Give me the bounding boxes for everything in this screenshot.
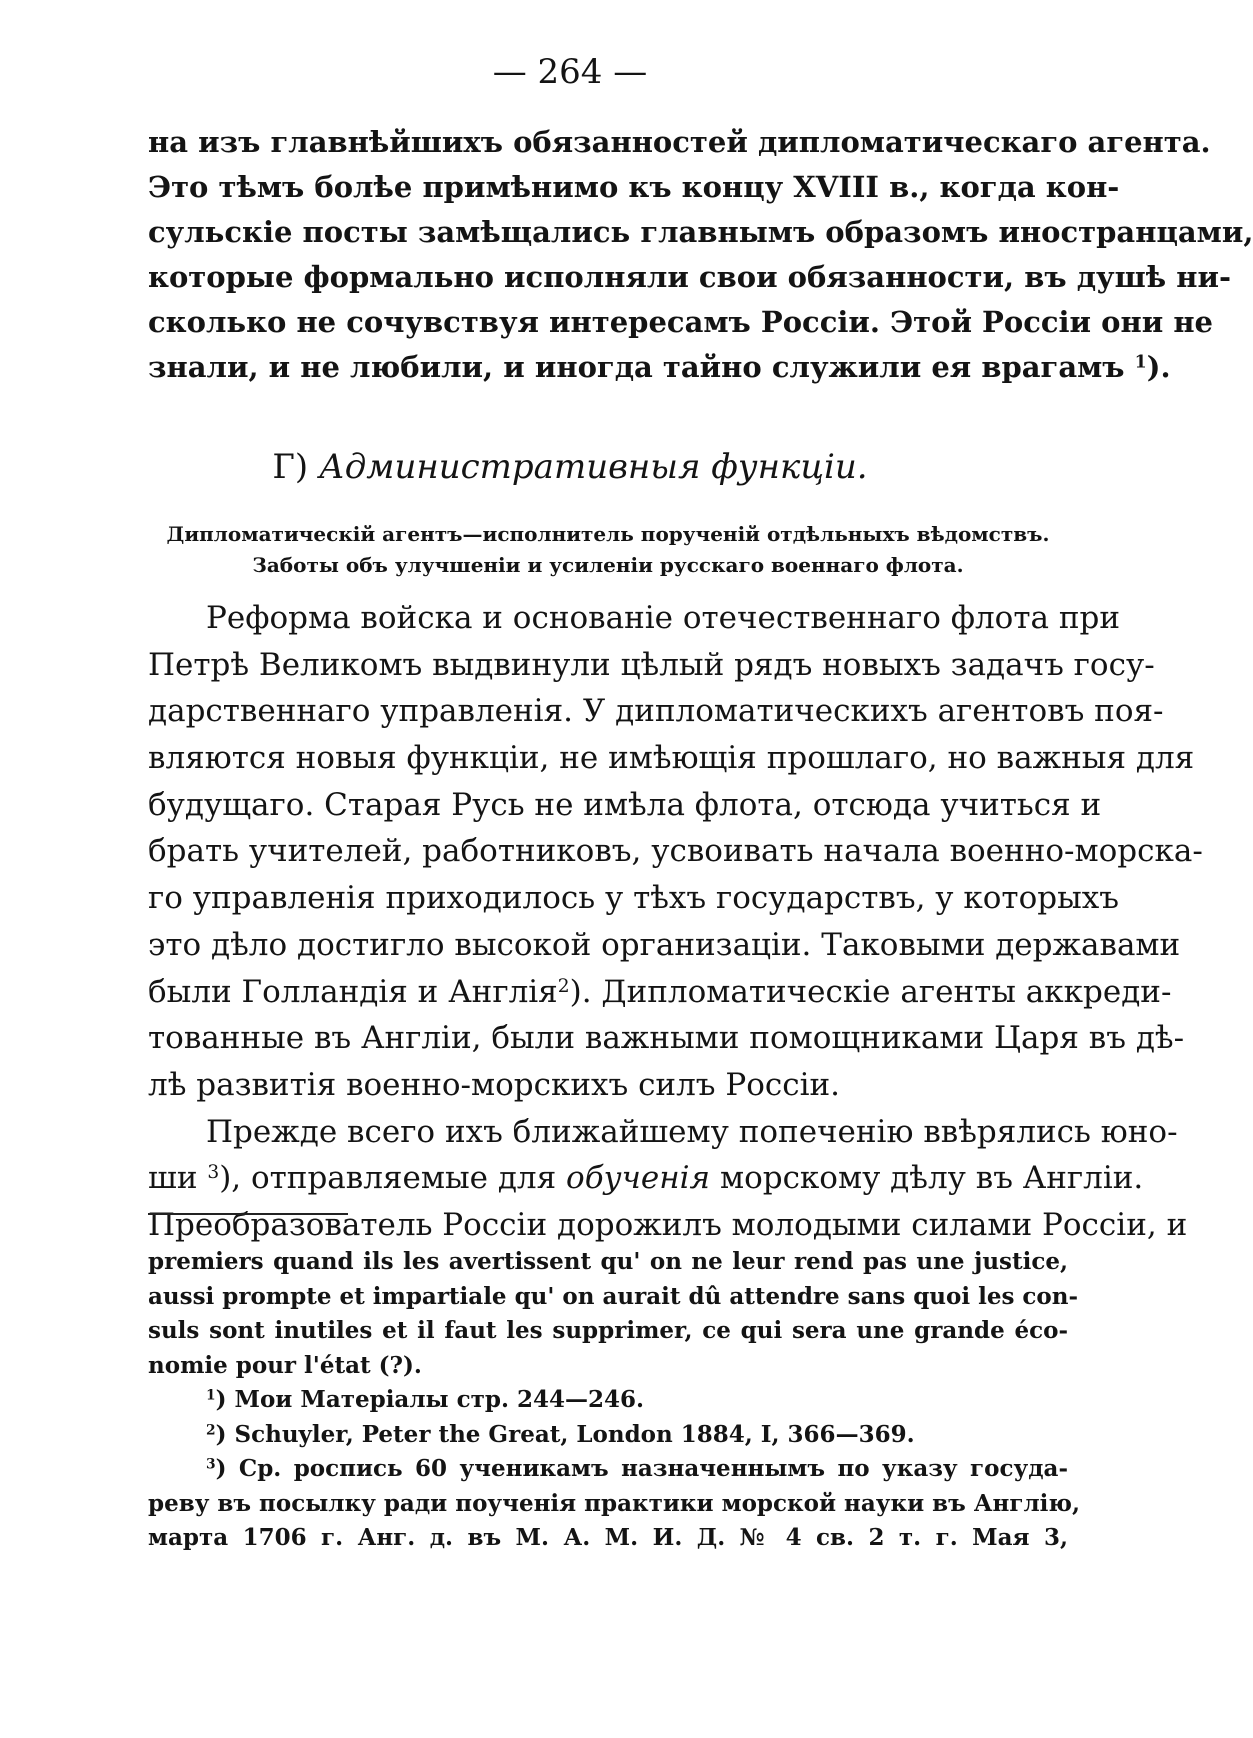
line-text: ). Дипломатическіе агенты аккреди-: [569, 973, 1172, 1010]
section-title: Административныя функціи.: [318, 447, 868, 487]
section-summary-line: Заботы объ улучшеніи и усиленіи русскаго военнаго флота.: [252, 553, 964, 577]
footnote-2: [148, 1418, 1068, 1453]
text-line: дарственнаго управленія. У дипломатическихъ агентовъ поя-: [148, 693, 1164, 730]
text-line: Петрѣ Великомъ выдвинули цѣлый рядъ новыхъ задачъ госу-: [148, 646, 1155, 683]
text-line: на изъ главнѣйшихъ обязанностей дипломатическаго агента.: [148, 125, 1211, 159]
line-text: знали, и не любили, и иногда тайно служили ея врагамъ: [148, 350, 1125, 384]
emphasis-text: обученія: [566, 1160, 711, 1197]
text-line: [148, 1155, 1144, 1202]
footnote-line: nomie pour l'état (?).: [148, 1351, 422, 1379]
text-line: Реформа войска и основаніе отечественнаго флота при: [206, 600, 1121, 636]
text-line: тованные въ Англіи, были важными помощниками Царя въ дѣ-: [148, 1020, 1185, 1057]
footnote-text: ) Мои Матеріалы стр. 244—246.: [215, 1386, 644, 1413]
text-line: брать учителей, работниковъ, усвоивать начала военно-морска-: [148, 833, 1203, 870]
text-line: Прежде всего ихъ ближайшему попеченію ввѣрялись юно-: [206, 1113, 1178, 1150]
footnotes: [148, 1245, 1080, 1556]
text-line: сульскіе посты замѣщались главнымъ образомъ иностранцами,: [148, 215, 1253, 249]
page-number: — 264 —: [492, 52, 648, 92]
text-line: будущаго. Старая Русь не имѣла флота, отсюда учиться и: [148, 786, 1102, 823]
footnote-ref[interactable]: 2: [557, 975, 570, 997]
footnote-ref[interactable]: 3: [207, 1162, 220, 1184]
footnote-line: марта 1706 г. Анг. д. въ М. А. М. И. Д. № 4 св. 2 т. г. Мая 3,: [148, 1524, 1068, 1551]
section-letter: Г): [272, 447, 309, 487]
text-line: го управленія приходилось у тѣхъ государствъ, у которыхъ: [148, 880, 1119, 917]
footnote-line: premiers quand ils les avertissent qu' on ne leur rend pas une justice,: [148, 1248, 1068, 1275]
text-line: [148, 969, 1172, 1016]
text-line: это дѣло достигло высокой организаціи. Таковыми державами: [148, 926, 1181, 963]
line-text: ), отправляемые для: [219, 1160, 557, 1197]
footnote-line: suls sont inutiles et il faut les supprimer, ce qui sera une grande éco-: [148, 1317, 1068, 1344]
footnote-divider: [148, 1213, 348, 1215]
section-summary-line: Дипломатическій агентъ—исполнитель порученій отдѣльныхъ вѣдомствъ.: [166, 522, 1050, 546]
text-line: Преобразователь Россіи дорожилъ молодыми силами Россіи, и: [148, 1206, 1188, 1243]
line-text: были Голландія и Англія: [148, 973, 558, 1010]
footnote-ref[interactable]: 1: [1134, 352, 1147, 373]
top-paragraph: [148, 120, 1253, 390]
footnote-text: ) Schuyler, Peter the Great, London 1884, I, 366—369.: [215, 1420, 915, 1448]
text-line: [148, 345, 1171, 390]
footnote-mark: 2: [206, 1421, 216, 1438]
footnote-line: aussi prompte et impartiale qu' on aurait dû attendre sans quoi les con-: [148, 1282, 1079, 1310]
text-line: Это тѣмъ болѣе примѣнимо къ концу XVIII в., когда кон-: [148, 170, 1120, 204]
line-text: морскому дѣлу въ Англіи.: [719, 1160, 1144, 1197]
text-line: лѣ развитія военно-морскихъ силъ Россіи.: [148, 1066, 841, 1103]
text-line: вляются новыя функціи, не имѣющія прошлаго, но важныя для: [148, 740, 1195, 777]
footnote-3: [148, 1452, 1068, 1487]
line-text: ши: [148, 1160, 198, 1197]
main-text: [148, 595, 1203, 1249]
section-heading: [0, 444, 1140, 490]
text-line: которые формально исполняли свои обязанности, въ душѣ ни-: [148, 260, 1232, 294]
footnote-1: [148, 1383, 1068, 1418]
text-line: сколько не сочувствуя интересамъ Россіи. Этой Россіи они не: [148, 305, 1213, 339]
footnote-line: реву въ посылку ради поученія практики морской науки въ Англію,: [148, 1489, 1080, 1517]
footnote-mark: 3: [206, 1456, 216, 1473]
line-text: ).: [1146, 350, 1171, 384]
footnote-mark: 1: [206, 1387, 216, 1404]
footnote-text: ) Ср. роспись 60 ученикамъ назначеннымъ по указу госуда-: [215, 1455, 1068, 1482]
